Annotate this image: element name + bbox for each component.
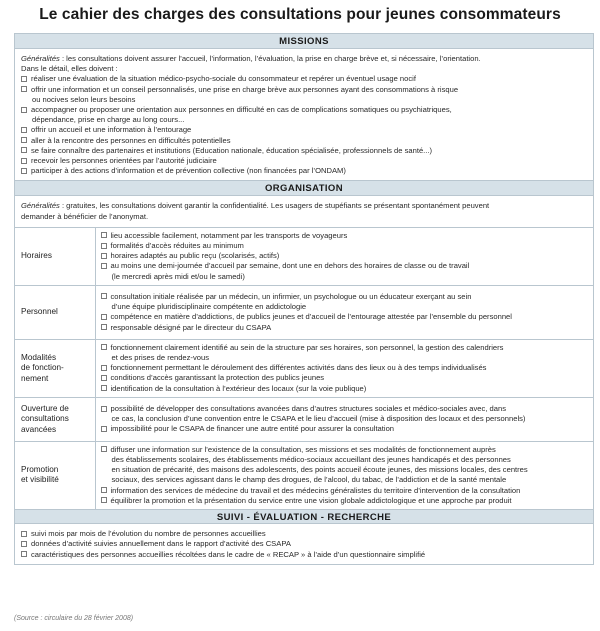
row-label-line: avancées	[21, 424, 57, 434]
row-content	[95, 339, 593, 397]
table-row	[15, 397, 593, 441]
missions-intro: Dans le détail, elles doivent :	[21, 64, 118, 74]
organisation-general	[15, 196, 593, 227]
missions-block	[15, 49, 593, 181]
list-item-line	[101, 445, 588, 455]
list-item-line	[21, 156, 587, 166]
checkbox-icon	[21, 86, 27, 92]
row-label-line: Personnel	[21, 307, 58, 317]
suivi-block	[15, 524, 593, 564]
row-content	[95, 441, 593, 509]
checkbox-icon	[101, 375, 107, 381]
row-label	[15, 285, 95, 339]
list-item-text: participer à des actions d’information et de prévention collective (non financées par l’ONDAM)	[31, 166, 346, 176]
list-item-line	[101, 251, 588, 261]
checkbox-icon	[21, 127, 27, 133]
row-label	[15, 397, 95, 441]
list-item-text: équilibrer la promotion et la présentation du service entre une vision globale addictologique et une approche par produit	[110, 495, 512, 505]
list-item-text: formalités d’accès réduites au minimum	[110, 241, 244, 251]
list-item-text: données d’activité suivies annuellement dans le rapport d’activité des CSAPA	[31, 539, 291, 549]
checkbox-icon	[101, 365, 107, 371]
checkbox-icon	[101, 314, 107, 320]
list-item-line	[21, 166, 587, 176]
list-item-line	[21, 550, 587, 560]
list-item-text: aller à la rencontre des personnes en difficultés potentielles	[31, 135, 231, 145]
list-item-text: des établissements scolaires, des établissements médico-sociaux accueillant des jeunes handicapés et des personnes	[111, 455, 511, 465]
list-item-text: fonctionnement permettant le déroulement des différentes activités dans des lieux ou à des temps individualisés	[110, 363, 487, 373]
organisation-general-line2: demander à bénéficier de l’anonymat.	[21, 211, 149, 221]
list-item-text: compétence en matière d’addictions, de publics jeunes et d’accueil de l’entourage attestée par l’ensemble du personnel	[110, 312, 512, 322]
checkbox-icon	[101, 243, 107, 249]
list-item-text: identification de la consultation à l’extérieur des locaux (sur la voie publique)	[110, 383, 367, 393]
checkbox-icon	[101, 324, 107, 330]
list-item-text: responsable désigné par le directeur du CSAPA	[110, 322, 272, 332]
list-item-text: d’une équipe pluridisciplinaire compétente en addictologie	[111, 302, 307, 312]
list-item-line	[101, 312, 588, 322]
general-text: : les consultations doivent assurer l’accueil, l’information, l’évaluation, la prise en charge brève et, si nécessaire, l’orientation.	[59, 54, 481, 63]
organisation-general-line1	[21, 201, 587, 211]
row-label-line: et visibilité	[21, 475, 59, 485]
list-item-line	[101, 465, 588, 475]
list-item-line	[101, 363, 588, 373]
list-item-line	[101, 496, 588, 506]
list-item-text: ce cas, la conclusion d’une convention entre le CSAPA et le lieu d’accueil (mise à disposition des locaux et des personnels)	[111, 414, 526, 424]
suivi-heading: SUIVI - ÉVALUATION - RECHERCHE	[15, 509, 593, 524]
list-item-text: réaliser une évaluation de la situation médico-psycho-sociale du consommateur et repérer un éventuel usage nocif	[31, 74, 416, 84]
checkbox-icon	[101, 487, 107, 493]
list-item-line	[21, 74, 587, 84]
suivi-list	[21, 529, 587, 560]
list-item-text: et des prises de rendez-vous	[111, 353, 210, 363]
list-item-text: ou nocives selon leurs besoins	[32, 94, 136, 104]
checkbox-icon	[21, 541, 27, 547]
row-label	[15, 228, 95, 286]
list-item-text: au moins une demi-journée d’accueil par semaine, dont une en dehors des horaires de classe ou de travail	[110, 261, 470, 271]
general-text: : gratuites, les consultations doivent garantir la confidentialité. Les usagers de stupéfiants se présentant spontanément peuvent	[59, 201, 490, 211]
row-content	[95, 228, 593, 286]
list-item-text: caractéristiques des personnes accueillies récoltées dans le cadre de « RECAP » à l’aide d’un questionnaire simplifié	[31, 549, 426, 559]
checkbox-icon	[101, 293, 107, 299]
list-item-line	[101, 353, 588, 363]
list-item-text: se faire connaître des partenaires et institutions (Education nationale, éducation spécialisée, professionnels de santé...)	[31, 145, 433, 155]
list-item-text: suivi mois par mois de l’évolution du nombre de personnes accueillies	[31, 529, 266, 539]
list-item-text: sociaux, des services agissant dans le champ des drogues, de l’alcool, du tabac, de l’addiction et de la santé mentale	[111, 475, 507, 485]
source-note: (Source : circulaire du 28 février 2008)	[14, 615, 134, 622]
row-label	[15, 339, 95, 397]
checkbox-icon	[101, 446, 107, 452]
list-item-line	[101, 343, 588, 353]
row-label-line: Promotion	[21, 464, 59, 474]
checkbox-icon	[21, 147, 27, 153]
organisation-heading: ORGANISATION	[15, 181, 593, 196]
general-label: Généralités	[21, 54, 60, 63]
general-label: Généralités	[21, 201, 60, 211]
list-item-text: accompagner ou proposer une orientation aux personnes en difficulté en cas de complications somatiques ou psychiatriques,	[31, 105, 452, 115]
document-title: Le cahier des charges des consultations pour jeunes consommateurs	[39, 6, 561, 23]
row-label-line: de fonction-	[21, 363, 64, 373]
list-item-line	[21, 539, 587, 549]
list-item-line	[101, 302, 588, 312]
charges-table	[14, 33, 594, 565]
list-item-line	[21, 105, 587, 115]
list-item-text: conditions d’accès garantissant la protection des publics jeunes	[110, 373, 325, 383]
missions-list	[21, 74, 587, 176]
list-item-line	[101, 404, 588, 414]
row-label-line: Horaires	[21, 251, 52, 261]
row-content	[95, 285, 593, 339]
checkbox-icon	[21, 531, 27, 537]
checkbox-icon	[101, 385, 107, 391]
list-item-text: information des services de médecine du travail et des médecins généralistes du territoire d’intervention de la consultation	[110, 485, 521, 495]
checkbox-icon	[21, 107, 27, 113]
organisation-grid	[15, 228, 593, 509]
checkbox-icon	[101, 253, 107, 259]
list-item-line	[21, 136, 587, 146]
table-row	[15, 285, 593, 339]
list-item-line	[21, 85, 587, 95]
checkbox-icon	[21, 76, 27, 82]
list-item-line	[101, 475, 588, 485]
list-item-text: horaires adaptés au public reçu (scolarisés, actifs)	[110, 251, 280, 261]
list-item-text: consultation initiale réalisée par un médecin, un infirmier, un psychologue ou un éducateur exerçant au sein	[110, 291, 472, 301]
checkbox-icon	[21, 137, 27, 143]
list-item-line	[21, 146, 587, 156]
list-item-text: (le mercredi après midi et/ou le samedi)	[111, 271, 245, 281]
list-item-text: offrir une information et un conseil personnalisés, une prise en charge brève aux personnes ayant des consommations à risque	[31, 84, 459, 94]
row-label-line: consultations	[21, 414, 69, 424]
list-item-line	[101, 373, 588, 383]
checkbox-icon	[21, 551, 27, 557]
list-item-text: impossibilité pour le CSAPA de financer une autre entité pour assurer la consultation	[110, 424, 395, 434]
list-item-line	[101, 455, 588, 465]
missions-general	[21, 54, 587, 64]
list-item-line	[101, 241, 588, 251]
row-label-line: Modalités	[21, 352, 57, 362]
list-item-text: possibilité de développer des consultations avancées dans d’autres structures sociales et médico-sociales avec, dans	[110, 404, 507, 414]
checkbox-icon	[101, 497, 107, 503]
list-item-text: dépendance, prise en charge au long cours...	[32, 115, 185, 125]
row-label	[15, 441, 95, 509]
list-item-line	[21, 115, 587, 125]
list-item-text: fonctionnement clairement identifié au sein de la structure par ses horaires, son personnel, la gestion des calendriers	[110, 342, 504, 352]
list-item-text: lieu accessible facilement, notamment par les transports de voyageurs	[110, 230, 348, 240]
list-item-line	[21, 95, 587, 105]
list-item-line	[21, 529, 587, 539]
table-row	[15, 441, 593, 509]
list-item-line	[101, 231, 588, 241]
list-item-text: en situation de précarité, des maisons des adolescents, des points accueil écoute jeunes, des missions locales, des centres	[111, 465, 528, 475]
checkbox-icon	[101, 406, 107, 412]
list-item-text: diffuser une information sur l’existence de la consultation, ses missions et ses modalités de fonctionnement auprès	[110, 444, 496, 454]
checkbox-icon	[101, 344, 107, 350]
checkbox-icon	[101, 263, 107, 269]
checkbox-icon	[101, 232, 107, 238]
list-item-line	[101, 384, 588, 394]
checkbox-icon	[21, 158, 27, 164]
row-label-line: nement	[21, 373, 49, 383]
list-item-line	[101, 486, 588, 496]
table-row	[15, 339, 593, 397]
list-item-line	[101, 424, 588, 434]
list-item-text: offrir un accueil et une information à l’entourage	[31, 125, 192, 135]
list-item-line	[101, 292, 588, 302]
list-item-line	[101, 414, 588, 424]
checkbox-icon	[21, 168, 27, 174]
list-item-line	[101, 272, 588, 282]
row-label-line: Ouverture de	[21, 403, 69, 413]
missions-heading: MISSIONS	[15, 34, 593, 49]
checkbox-icon	[101, 426, 107, 432]
table-row	[15, 228, 593, 286]
list-item-text: recevoir les personnes orientées par l’autorité judiciaire	[31, 156, 217, 166]
list-item-line	[21, 125, 587, 135]
row-content	[95, 397, 593, 441]
list-item-line	[101, 261, 588, 271]
list-item-line	[101, 323, 588, 333]
